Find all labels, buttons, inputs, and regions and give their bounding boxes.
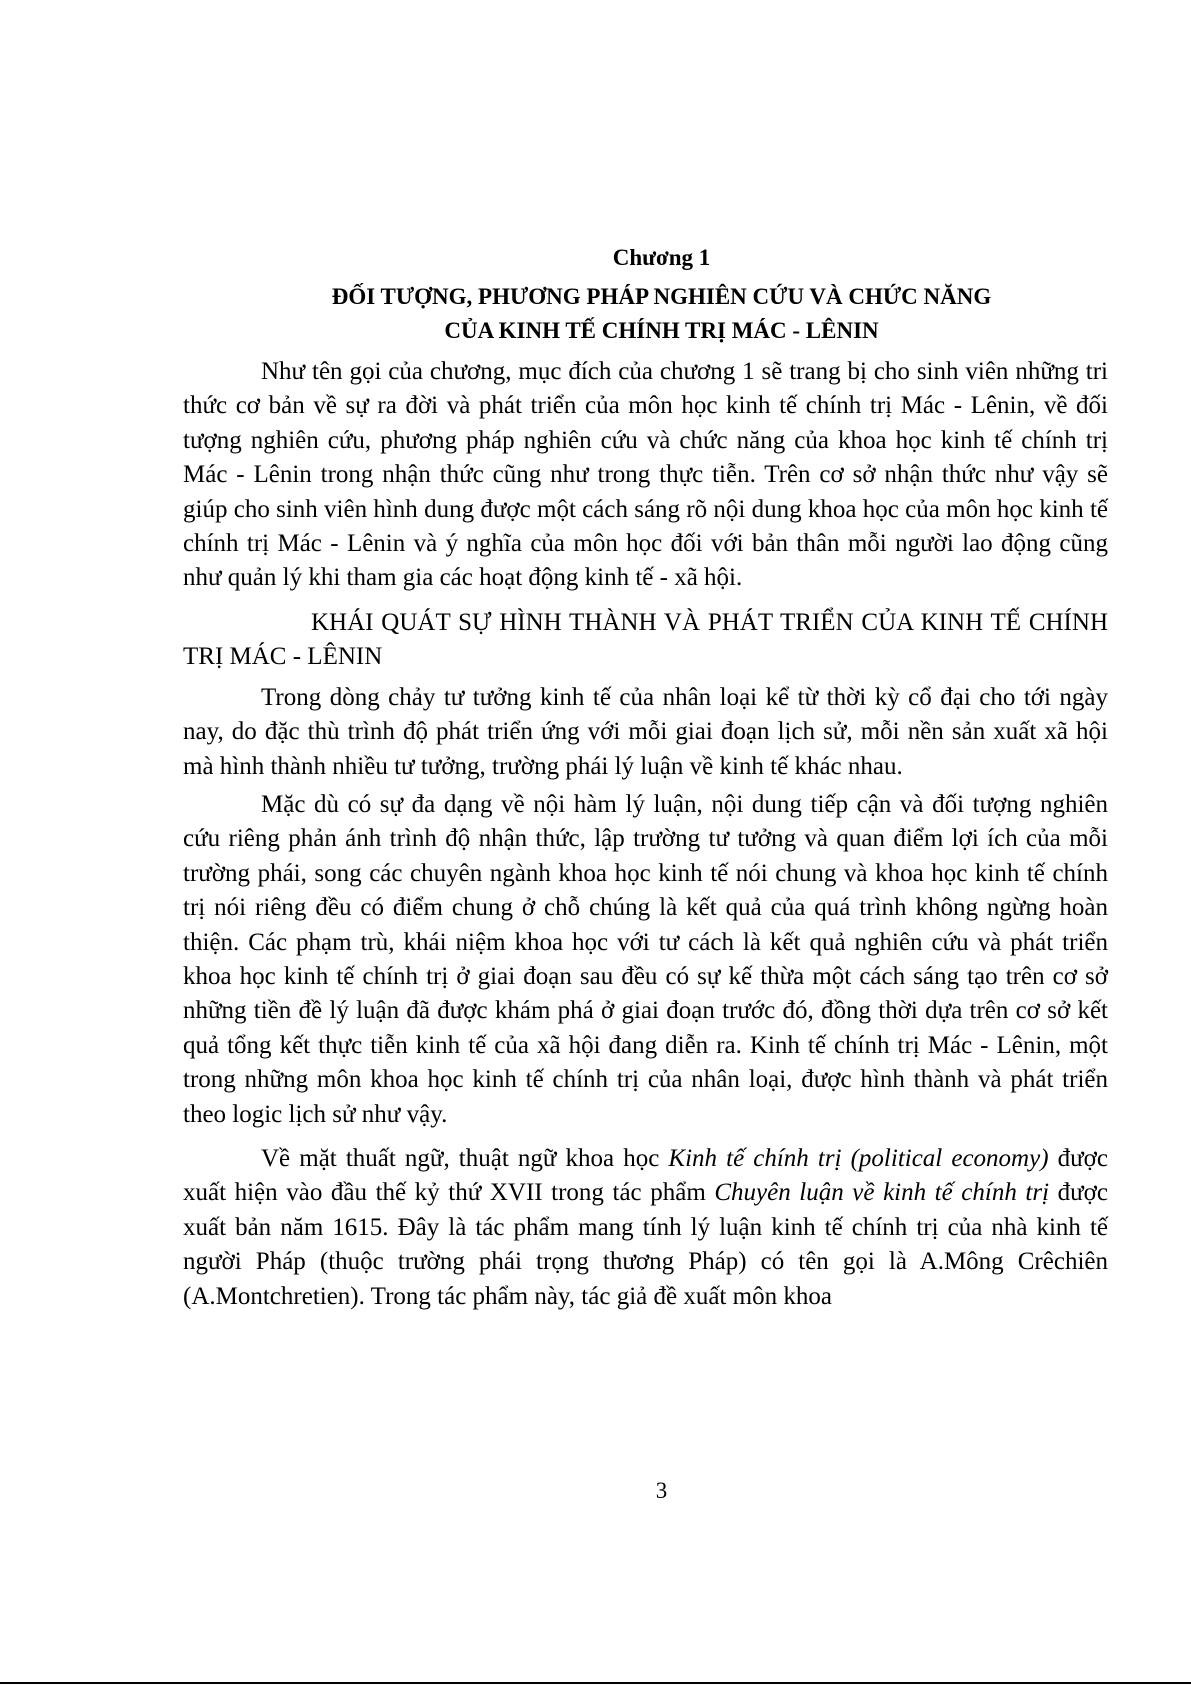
paragraph-3-text-3: được xuất bản năm 1615. Đây là tác phẩm mang tính lý luận kinh tế chính trị của nhà kinh tế người Pháp (thuộc trường phái trọng thương Pháp) có tên gọi là A.Mông Crêchiên (A.Montchretien). Trong tác phẩm này, tác giả đề xuất môn khoa	[183, 1179, 1108, 1310]
bottom-divider	[0, 1682, 1191, 1684]
paragraph-3-italic-term: Kinh tế chính trị (political economy)	[668, 1145, 1049, 1172]
chapter-title-line-2: CỦA KINH TẾ CHÍNH TRỊ MÁC - LÊNIN	[444, 318, 879, 343]
paragraph-1: Trong dòng chảy tư tưởng kinh tế của nhân loại kể từ thời kỳ cổ đại cho tới ngày nay, do đặc thù trình độ phát triển ứng với mỗi giai đoạn lịch sử, mỗi nền sản xuất xã hội mà hình thành nhiều tư tưởng, trường phái lý luận về kinh tế khác nhau.	[183, 684, 1108, 780]
paragraph-2: Mặc dù có sự đa dạng về nội hàm lý luận, nội dung tiếp cận và đối tượng nghiên cứu riêng phản ánh trình độ nhận thức, lập trường tư tưởng và quan điểm lợi ích của mỗi trường phái, song các chuyên ngành khoa học kinh tế nói chung và khoa học kinh tế chính trị nói riêng đều có điểm chung ở chỗ chúng là kết quả của quá trình không ngừng hoàn thiện. Các phạm trù, khái niệm khoa học với tư cách là kết quả nghiên cứu và phát triển khoa học kinh tế chính trị ở giai đoạn sau đều có sự kế thừa một cách sáng tạo trên cơ sở những tiền đề lý luận đã được khám phá ở giai đoạn trước đó, đồng thời dựa trên cơ sở kết quả tổng kết thực tiễn kinh tế của xã hội đang diễn ra. Kinh tế chính trị Mác - Lênin, một trong những môn khoa học kinh tế chính trị của nhân loại, được hình thành và phát triển theo logic lịch sử như vậy.	[183, 791, 1108, 1128]
paragraph-3-text-1: Về mặt thuất ngữ, thuật ngữ khoa học	[261, 1145, 669, 1172]
section-heading: KHÁI QUÁT SỰ HÌNH THÀNH VÀ PHÁT TRIỂN CỦA KINH TẾ CHÍNH TRỊ MÁC - LÊNIN	[183, 609, 1108, 671]
paragraph-3-text-2: được xuất hiện vào đầu thế kỷ thứ XVII trong tác phẩm	[183, 1145, 1108, 1207]
paragraph-3	[183, 1142, 1108, 1314]
chapter-label: Chương 1	[612, 245, 711, 270]
page-number: 3	[655, 1478, 668, 1503]
paragraph-3-italic-book-title: Chuyên luận về kinh tế chính trị	[714, 1179, 1050, 1207]
intro-paragraph: Như tên gọi của chương, mục đích của chương 1 sẽ trang bị cho sinh viên những tri thức cơ bản về sự ra đời và phát triển của môn học kinh tế chính trị Mác - Lênin, về đối tượng nghiên cứu, phương pháp nghiên cứu và chức năng của khoa học kinh tế chính trị Mác - Lênin trong nhận thức cũng như trong thực tiễn. Trên cơ sở nhận thức như vậy sẽ giúp cho sinh viên hình dung được một cách sáng rõ nội dung khoa học của môn học kinh tế chính trị Mác - Lênin và ý nghĩa của môn học đối với bản thân mỗi người lao động cũng như quản lý khi tham gia các hoạt động kinh tế - xã hội.	[183, 358, 1108, 592]
chapter-title-line-1: ĐỐI TƯỢNG, PHƯƠNG PHÁP NGHIÊN CỨU VÀ CHỨC NĂNG	[331, 284, 992, 309]
